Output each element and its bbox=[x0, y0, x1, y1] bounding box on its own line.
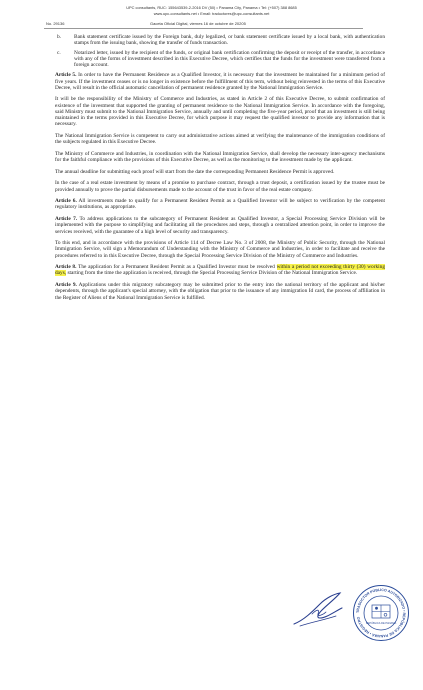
gazette-title: Gaceta Oficial Digital, viernes 16 de octubre de 20205 bbox=[150, 21, 246, 26]
header-rule bbox=[44, 28, 363, 29]
article-heading: Article 7. bbox=[55, 216, 78, 223]
paragraph-responsibility: It will be the responsibility of the Ministry of Commerce and Industries, as stated in Article 2 of this Executive Decree, to submit confirmation of existence of the investment that supported the granting of permanent residence to the National Immigration Service. In accordance with the foregoing, said Ministry must submit to the National Immigration Service, annually and until completing the five-year period, proof that an investment is still being maintained in the terms provided in this Executive Decree, for which purpose it may request the qualified investor to provide any information that is necessary. bbox=[55, 96, 385, 128]
signature-icon bbox=[290, 590, 350, 630]
article-heading: Article 5. bbox=[55, 72, 77, 79]
list-item-text: Bank statement certificate issued by the Foreign bank, duly legalized, or bank statement certificate issued by a local bank, with authentication stamps from the issuing bank, showing the transfer of funds transaction. bbox=[74, 34, 385, 47]
article-text: starting from the time the application is received, through the Special Processing Service Division of the National Immigration Service. bbox=[66, 270, 358, 277]
letterhead-line-2: www.upc-consultants.net • Email: traductores@upc-consultants.net bbox=[153, 11, 270, 16]
article-heading: Article 6. bbox=[55, 198, 77, 205]
list-item-text: Notarized letter, issued by the recipient of the funds, or original bank certification confirming the deposit or receipt of the transfer, in accordance with any of the forms of investment described in this Executive Decree, which certifies that the funds for the investment were transferred from a foreign account. bbox=[74, 50, 385, 69]
article-text: In order to have the Permanent Residence as a Qualified Investor, it is necessary that the investment be maintained for a minimum period of five years. If the investment ceases or is no longer in existence before the fulfillment of this term, without being reinvested in the terms of this Executive Decree, will result in the official automatic cancellation of permanent residence granted by the National Immigration Service. bbox=[55, 72, 385, 91]
article-heading: Article 9. bbox=[55, 282, 77, 289]
article-8 bbox=[55, 264, 385, 276]
article-text: To address applications to the subcategory of Permanent Resident as Qualified Investor, a Special Processing Service Division will be implemented with the purpose to simplifying and facilitating all the procedures and steps, through a centralized attention point, in order to improve the services received, with the guarantee of a high level of security and transparency. bbox=[55, 216, 385, 235]
list-item-b bbox=[55, 34, 385, 46]
article-text: All investments made to qualify for a Permanent Resident Permit as a Qualified Investor will be subject to verification by the competent regulatory institutions, as appropriate. bbox=[55, 198, 385, 211]
paragraph-immigration-service: The National Immigration Service is competent to carry out administrative actions aimed at verifying the maintenance of the immigration conditions of the subjects regulated in this Executive Decree. bbox=[55, 132, 385, 145]
article-7 bbox=[55, 216, 385, 234]
paragraph-annual-deadline: The annual deadline for submitting each proof will start from the date the corresponding Permanent Residence Permit is approved. bbox=[55, 168, 335, 175]
list-marker: c. bbox=[57, 50, 61, 57]
document-body bbox=[55, 34, 385, 306]
article-text: Applications under this migratory subcategory may be submitted prior to the entry into the national territory of the applicant and his/her dependents, through the applicant's special attorney, with the obligation that prior to the issuance of any immigration Id card, the process of affiliation in the Register of Aliens of the National Immigration Service is fulfilled. bbox=[55, 282, 385, 301]
paragraph-memorandum: To this end, and in accordance with the provisions of Article 114 of Decree Law No. 3 of 2008, the Ministry of Public Security, through the National Immigration Service, will sign a Memorandum of Understanding with the Ministry of Commerce and Industries, in order to facilitate and receive the procedures referred to in this Executive Decree, through the Special Processing Service Division of the Ministry of Commerce and Industries. bbox=[55, 240, 385, 259]
paragraph-real-estate: In the case of a real estate investment by means of a promise to purchase contract, through a trust deposit, a certification issued by the trustee must be provided annually to prove the partial disbursements made to the account of the trust in favor of the real estate company. bbox=[55, 180, 385, 193]
highlighted-text: within a period not exceeding thirty (30) working days, bbox=[55, 264, 386, 277]
article-text: The application for a Permanent Resident Permit as a Qualified Investor must be resolved bbox=[76, 264, 277, 271]
letterhead-line-1: UPC consultants, RUC: 155643539-2-2016 DV (50) • Panama City, Panama • Tel: (+507) 388 8685 bbox=[126, 5, 297, 10]
gazette-number: No. 29136 bbox=[46, 21, 65, 26]
article-6 bbox=[55, 198, 385, 210]
seal-ring-text: TRADUCTOR PÚBLICO AUTORIZADO • REPÚBLICA DE PANAMÁ • REGISTRO bbox=[355, 587, 407, 639]
translator-seal-icon bbox=[352, 584, 410, 642]
article-5 bbox=[55, 72, 385, 90]
seal-center-text: REPÚBLICA DE PANAMÁ bbox=[365, 622, 397, 625]
article-heading: Article 8. bbox=[55, 264, 77, 271]
list-marker: b. bbox=[57, 34, 62, 40]
list-item-c bbox=[55, 50, 385, 68]
article-9 bbox=[55, 282, 385, 300]
paragraph-ministry-coordination: The Ministry of Commerce and Industries, in coordination with the National Immigration Service, shall develop the necessary inter-agency mechanisms for the faithful compliance with the provisions of this Executive Decree, as well as the monitoring to the investment made by the applicant. bbox=[55, 150, 385, 163]
